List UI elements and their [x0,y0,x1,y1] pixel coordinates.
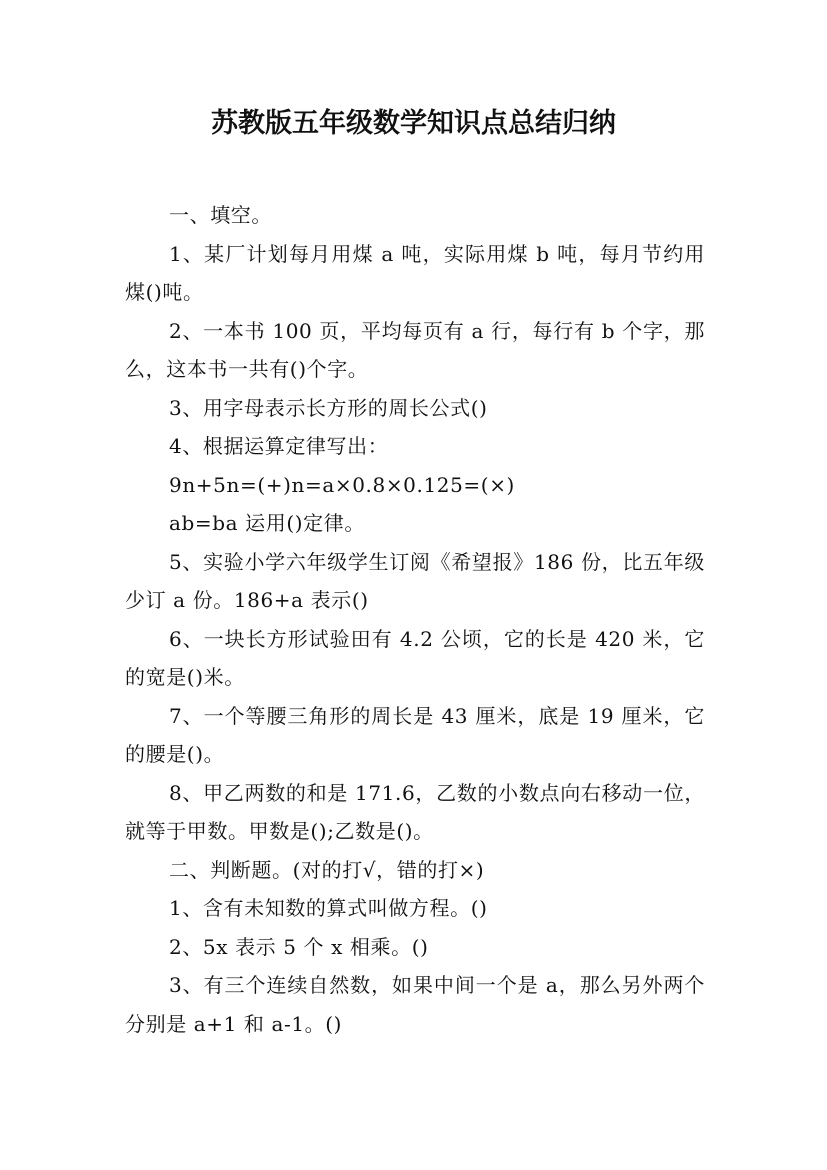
document-body [125,196,705,1043]
question-4-line-b: ab=ba 运用()定律。 [169,511,365,535]
section-heading-true-false: 二、判断题。(对的打√，错的打×) [169,857,485,882]
judge-question-3: 3、有三个连续自然数，如果中间一个是 a，那么另外两个分别是 a+1 和 a-1。() [125,973,705,1036]
question-4-line-a: 9n+5n=(+)n=a×0.8×0.125=(×) [169,472,515,497]
judge-question-2: 2、5x 表示 5 个 x 相乘。() [169,934,429,959]
judge-question-1: 1、含有未知数的算式叫做方程。() [169,896,488,920]
question-4: 4、根据运算定律写出： [169,434,389,458]
question-2: 2、一本书 100 页，平均每页有 a 行，每行有 b 个字，那么，这本书一共有()个字。 [125,318,705,381]
question-7: 7、一个等腰三角形的周长是 43 厘米，底是 19 厘米，它的腰是()。 [125,703,705,766]
section-heading-fill-in: 一、填空。 [169,203,272,227]
question-5: 5、实验小学六年级学生订阅《希望报》186 份，比五年级少订 a 份。186+a 表示() [125,549,705,612]
question-1: 1、某厂计划每月用煤 a 吨，实际用煤 b 吨，每月节约用煤()吨。 [125,241,705,304]
document-title: 苏教版五年级数学知识点总结归纳 [211,108,616,139]
question-3: 3、用字母表示长方形的周长公式() [169,395,488,420]
question-6: 6、一块长方形试验田有 4.2 公顷，它的长是 420 米，它的宽是()米。 [125,626,705,689]
question-8: 8、甲乙两数的和是 171.6，乙数的小数点向右移动一位，就等于甲数。甲数是();乙数是()。 [125,780,705,843]
